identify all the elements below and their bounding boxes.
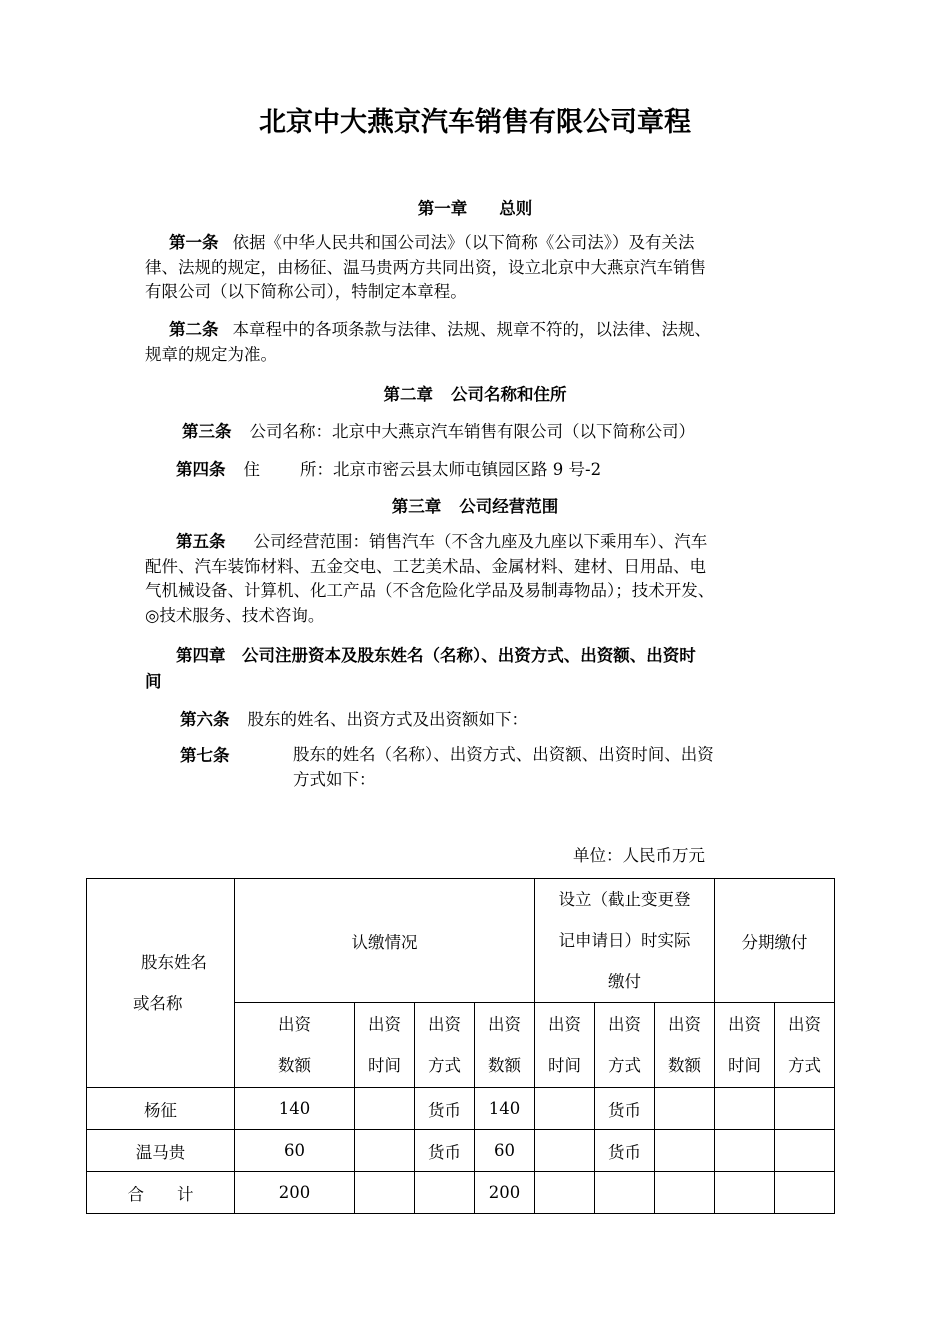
chapter-2-heading bbox=[0, 381, 950, 405]
sub-header-cell bbox=[535, 1003, 595, 1088]
table-cell bbox=[595, 1172, 655, 1214]
sub-header-text: 出资 bbox=[728, 1015, 761, 1034]
chapter-2-label: 第二章 bbox=[383, 385, 433, 404]
article-6-label: 第六条 bbox=[180, 710, 230, 729]
actual-header-line-3: 缴付 bbox=[608, 972, 641, 991]
row-name-cell: 杨征 bbox=[87, 1088, 235, 1130]
article-1-label: 第一条 bbox=[169, 233, 219, 252]
article-2-label: 第二条 bbox=[169, 320, 219, 339]
sub-header-text: 出资 bbox=[488, 1015, 521, 1034]
article-2-line-2: 规章的规定为准。 bbox=[145, 344, 277, 364]
chapter-3-name: 公司经营范围 bbox=[459, 497, 559, 516]
sub-header-text: 出资 bbox=[608, 1015, 641, 1034]
article-7-line-2: 方式如下： bbox=[293, 770, 376, 789]
article-4 bbox=[176, 456, 601, 480]
article-1-line-3: 有限公司（以下简称公司），特制定本章程。 bbox=[145, 282, 467, 301]
table-cell bbox=[775, 1130, 835, 1172]
table-cell bbox=[655, 1088, 715, 1130]
table-row bbox=[87, 1172, 835, 1214]
document-title: 北京中大燕京汽车销售有限公司章程 bbox=[259, 107, 691, 138]
article-5-line-3: 气机械设备、计算机、化工产品（不含危险化学品及易制毒物品）；技术开发、 bbox=[145, 581, 715, 600]
table-cell bbox=[355, 1130, 415, 1172]
article-7-line-1: 股东的姓名（名称）、出资方式、出资额、出资时间、出资 bbox=[293, 745, 714, 764]
article-3-text: 公司名称：北京中大燕京汽车销售有限公司（以下简称公司） bbox=[249, 422, 695, 441]
article-4-label: 第四条 bbox=[176, 460, 226, 479]
article-2 bbox=[145, 318, 815, 367]
chapter-1-name: 总则 bbox=[499, 199, 533, 218]
article-2-line-1: 本章程中的各项条款与法律、法规、规章不符的，以法律、法规、 bbox=[232, 320, 711, 339]
actual-header bbox=[535, 879, 715, 1003]
table-cell: 200 bbox=[235, 1172, 355, 1214]
installment-header: 分期缴付 bbox=[715, 879, 835, 1003]
table-cell bbox=[655, 1172, 715, 1214]
article-5-line-2: 配件、汽车装饰材料、五金交电、工艺美术品、金属材料、建材、日用品、电 bbox=[145, 556, 706, 576]
article-3-label: 第三条 bbox=[182, 422, 232, 441]
article-7-label: 第七条 bbox=[180, 746, 230, 765]
sub-header-cell bbox=[715, 1003, 775, 1088]
table-cell bbox=[535, 1172, 595, 1214]
sub-header-text: 数额 bbox=[668, 1056, 701, 1075]
article-5-line-4: ◎技术服务、技术咨询。 bbox=[145, 605, 325, 625]
article-5 bbox=[145, 530, 815, 628]
article-6-text: 股东的姓名、出资方式及出资额如下： bbox=[247, 710, 528, 729]
table-cell: 140 bbox=[475, 1088, 535, 1130]
article-1 bbox=[145, 231, 815, 305]
chapter-4-heading bbox=[145, 643, 815, 695]
sub-header-text: 出资 bbox=[548, 1015, 581, 1034]
sub-header-text: 出资 bbox=[668, 1015, 701, 1034]
sub-header-cell bbox=[595, 1003, 655, 1088]
table-cell bbox=[715, 1172, 775, 1214]
table-cell bbox=[715, 1130, 775, 1172]
sub-header-text: 时间 bbox=[368, 1056, 401, 1075]
actual-header-line-1: 设立（截止变更登 bbox=[558, 890, 691, 909]
table-cell bbox=[355, 1088, 415, 1130]
article-5-line-1: 公司经营范围：销售汽车（不含九座及九座以下乘用车）、汽车 bbox=[253, 532, 708, 551]
article-1-line-2: 律、法规的规定，由杨征、温马贵两方共同出资，设立北京中大燕京汽车销售 bbox=[145, 257, 706, 277]
sub-header-text: 方式 bbox=[608, 1056, 641, 1075]
article-3 bbox=[182, 418, 695, 442]
sub-header-cell bbox=[355, 1003, 415, 1088]
actual-header-line-2: 记申请日）时实际 bbox=[558, 931, 691, 950]
chapter-3-heading bbox=[0, 493, 950, 517]
chapter-4-line-1: 第四章 公司注册资本及股东姓名（名称）、出资方式、出资额、出资时 bbox=[176, 646, 696, 665]
article-1-line-1: 依据《中华人民共和国公司法》（以下简称《公司法》）及有关法 bbox=[232, 233, 695, 252]
sub-header-cell bbox=[655, 1003, 715, 1088]
name-header-line-2: 或名称 bbox=[133, 994, 183, 1013]
table-row bbox=[87, 1088, 835, 1130]
sub-header-cell bbox=[235, 1003, 355, 1088]
sub-header-cell bbox=[775, 1003, 835, 1088]
table-cell: 货币 bbox=[415, 1088, 475, 1130]
sub-header-text: 出资 bbox=[428, 1015, 461, 1034]
table-cell: 60 bbox=[475, 1130, 535, 1172]
table-cell: 200 bbox=[475, 1172, 535, 1214]
article-6 bbox=[180, 706, 528, 730]
sub-header-text: 时间 bbox=[548, 1056, 581, 1075]
sub-header-cell bbox=[415, 1003, 475, 1088]
table-cell: 60 bbox=[235, 1130, 355, 1172]
chapter-1-heading bbox=[0, 195, 950, 219]
table-cell: 货币 bbox=[595, 1130, 655, 1172]
chapter-2-name: 公司名称和住所 bbox=[451, 385, 567, 404]
table-cell: 货币 bbox=[595, 1088, 655, 1130]
article-4-text-a: 住 bbox=[243, 460, 260, 479]
table-cell bbox=[355, 1172, 415, 1214]
row-name-cell: 合 计 bbox=[87, 1172, 235, 1214]
table-row bbox=[87, 1130, 835, 1172]
table-cell: 货币 bbox=[415, 1130, 475, 1172]
article-5-label: 第五条 bbox=[176, 532, 226, 551]
sub-header-text: 时间 bbox=[728, 1056, 761, 1075]
table-header-row-1 bbox=[87, 879, 835, 1003]
chapter-1-label: 第一章 bbox=[417, 199, 468, 218]
sub-header-text: 数额 bbox=[488, 1056, 521, 1075]
table-cell bbox=[775, 1088, 835, 1130]
sub-header-text: 出资 bbox=[278, 1015, 311, 1034]
table-cell bbox=[775, 1172, 835, 1214]
sub-header-text: 出资 bbox=[368, 1015, 401, 1034]
sub-header-cell bbox=[475, 1003, 535, 1088]
table-cell bbox=[655, 1130, 715, 1172]
name-header-line-1: 股东姓名 bbox=[141, 953, 207, 972]
table-cell bbox=[535, 1130, 595, 1172]
sub-header-text: 数额 bbox=[278, 1056, 311, 1075]
row-name-cell: 温马贵 bbox=[87, 1130, 235, 1172]
table-cell bbox=[415, 1172, 475, 1214]
chapter-4-line-2: 间 bbox=[145, 672, 162, 691]
table-cell bbox=[715, 1088, 775, 1130]
sub-header-text: 方式 bbox=[428, 1056, 461, 1075]
sub-header-text: 方式 bbox=[788, 1056, 821, 1075]
name-header-cell bbox=[87, 879, 235, 1088]
subscribed-header: 认缴情况 bbox=[235, 879, 535, 1003]
article-4-text-b: 所：北京市密云县太师屯镇园区路 9 号-2 bbox=[300, 460, 602, 479]
shareholder-table bbox=[86, 878, 835, 1214]
table-cell bbox=[535, 1088, 595, 1130]
sub-header-text: 出资 bbox=[788, 1015, 821, 1034]
table-cell: 140 bbox=[235, 1088, 355, 1130]
chapter-3-label: 第三章 bbox=[391, 497, 442, 516]
unit-label: 单位：人民币万元 bbox=[573, 846, 705, 865]
